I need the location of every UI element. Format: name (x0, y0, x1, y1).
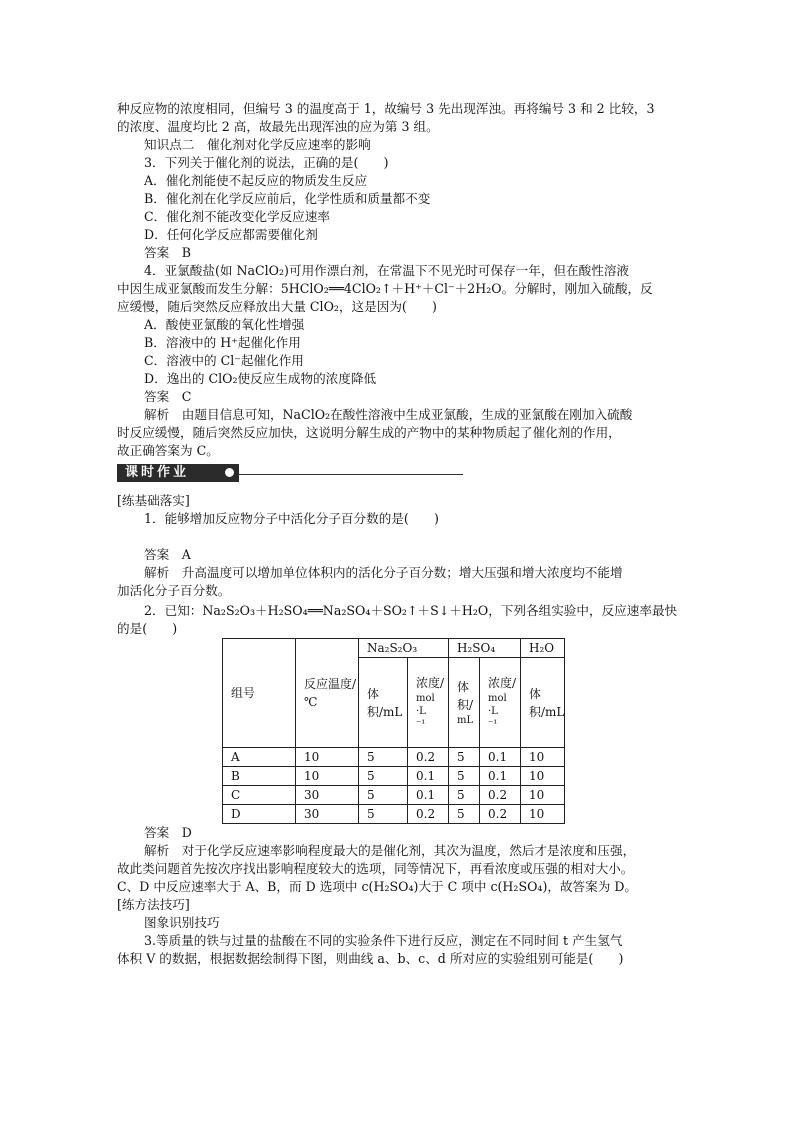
header-h2o: H₂O (521, 639, 565, 658)
header-volume: 体积/ mL (449, 658, 480, 748)
q3-answer: 答案 B (144, 245, 192, 260)
q3-option-c: C．催化剂不能改变化学反应速率 (144, 209, 330, 224)
text-line: 应缓慢，随后突然反应释放出大量 ClO₂，这是因为( ) (117, 299, 437, 314)
question-3: 3．下列关于催化剂的说法，正确的是( ) (144, 155, 389, 170)
knowledge-point-heading: 知识点二 催化剂对化学反应速率的影响 (144, 137, 371, 152)
header-h2so4: H₂SO₄ (449, 639, 521, 658)
text-line: 的浓度、温度均比 2 高，故最先出现浑浊的应为第 3 组。 (117, 119, 439, 134)
p1-answer: 答案 A (144, 547, 191, 562)
header-volume: 体积/mL (521, 658, 565, 748)
table-row: B 10 5 0.1 5 0.1 10 (223, 767, 565, 786)
header-group: 组号 (223, 639, 296, 748)
q4-option-d: D．逸出的 ClO₂使反应生成物的浓度降低 (144, 371, 377, 386)
text-line: 体积 V 的数据，根据数据绘制得下图，则曲线 a、b、c、d 所对应的实验组别可能是( ) (117, 951, 624, 966)
header-concentration: 浓度/ mol ·L ⁻¹ (408, 658, 449, 748)
section-title: 课时作业 (117, 464, 239, 482)
table-row: D 30 5 0.2 5 0.2 10 (223, 805, 565, 824)
practice-label: [练基础落实] (117, 493, 190, 508)
question-4: 4．亚氯酸盐(如 NaClO₂)可用作漂白剂，在常温下不见光时可保存一年，但在酸性溶液 (144, 263, 630, 278)
practice-question-1: 1．能够增加反应物分子中活化分子百分数的是( ) (144, 511, 439, 526)
practice-question-3: 3.等质量的铁与过量的盐酸在不同的实验条件下进行反应，测定在不同时间 t 产生氢气 (144, 933, 623, 948)
text-line: 加活化分子百分数。 (117, 583, 231, 598)
section-divider (239, 474, 463, 475)
text-line: C、D 中反应速率大于 A、B，而 D 选项中 c(H₂SO₄)大于 C 项中 c(H₂SO₄)，故答案为 D。 (117, 879, 638, 894)
experiment-table (222, 638, 565, 824)
text-line: 中因生成亚氯酸而发生分解：5HClO₂══4ClO₂↑＋H⁺＋Cl⁻＋2H₂O。分解时，刚加入硫酸，反 (117, 281, 653, 296)
header-temp: 反应温度/℃ (296, 639, 359, 748)
practice-question-2: 2．已知：Na₂S₂O₃＋H₂SO₄══Na₂SO₄＋SO₂↑＋S↓＋H₂O，下列各组实验中，反应速率最快 (144, 603, 678, 618)
header-na2s2o3: Na₂S₂O₃ (359, 639, 449, 658)
header-concentration: 浓度/ mol ·L ⁻¹ (480, 658, 521, 748)
bullet-icon (225, 468, 234, 477)
practice-label: [练方法技巧] (117, 897, 190, 912)
q3-option-b: B．催化剂在化学反应前后，化学性质和质量都不变 (144, 191, 431, 206)
q3-option-d: D．任何化学反应都需要催化剂 (144, 227, 318, 242)
p2-answer: 答案 D (144, 825, 192, 840)
text-line: 故此类问题首先按次序找出影响程度较大的选项，同等情况下，再看浓度或压强的相对大小。 (117, 861, 634, 876)
table-row: C 30 5 0.1 5 0.2 10 (223, 786, 565, 805)
text-line: 种反应物的浓度相同，但编号 3 的温度高于 1，故编号 3 先出现浑浊。再将编号 3 和 2 比较，3 (117, 101, 655, 116)
text-line: 故正确答案为 C。 (117, 443, 219, 458)
q4-option-b: B．溶液中的 H⁺起催化作用 (144, 335, 301, 350)
q4-explanation: 解析 由题目信息可知，NaClO₂在酸性溶液中生成亚氯酸，生成的亚氯酸在刚加入硫酸 (144, 407, 633, 422)
p2-explanation: 解析 对于化学反应速率影响程度最大的是催化剂，其次为温度，然后才是浓度和压强， (144, 843, 636, 858)
header-volume: 体积/mL (359, 658, 408, 748)
table-row: A 10 5 0.2 5 0.1 10 (223, 748, 565, 767)
q4-answer: 答案 C (144, 389, 192, 404)
p1-explanation: 解析 升高温度可以增加单位体积内的活化分子百分数；增大压强和增大浓度均不能增 (144, 565, 623, 580)
q4-option-a: A．酸使亚氯酸的氧化性增强 (144, 317, 305, 332)
text-line: 的是( ) (117, 621, 178, 636)
q3-option-a: A．催化剂能使不起反应的物质发生反应 (144, 173, 368, 188)
section-header (117, 464, 463, 482)
q4-option-c: C．溶液中的 Cl⁻起催化作用 (144, 353, 304, 368)
text-line: 时反应缓慢，随后突然反应加快，这说明分解生成的产物中的某种物质起了催化剂的作用， (117, 425, 621, 440)
skill-heading: 图象识别技巧 (144, 915, 220, 930)
